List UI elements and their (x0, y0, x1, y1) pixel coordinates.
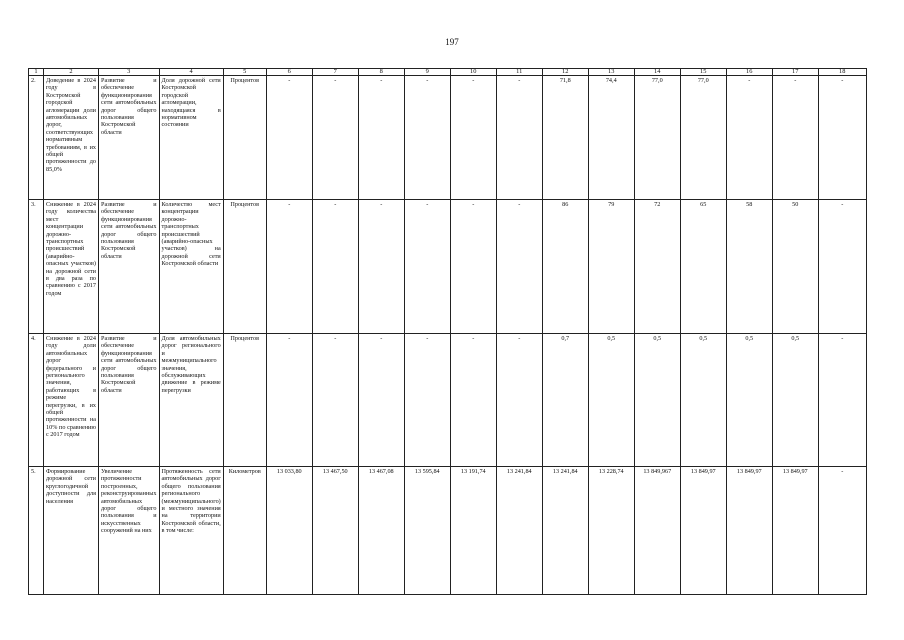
value-cell: 13 595,84 (404, 467, 450, 595)
header-cell: 2 (44, 69, 99, 76)
unit-cell: Процентов (223, 200, 266, 334)
value-cell: 0,5 (588, 334, 634, 467)
value-cell: - (266, 200, 312, 334)
header-cell: 3 (99, 69, 160, 76)
header-cell: 10 (450, 69, 496, 76)
header-cell: 9 (404, 69, 450, 76)
value-cell: 13 849,97 (772, 467, 818, 595)
value-cell: - (358, 334, 404, 467)
header-cell: 8 (358, 69, 404, 76)
header-cell: 15 (680, 69, 726, 76)
header-cell: 13 (588, 69, 634, 76)
value-cell: - (266, 76, 312, 200)
value-cell: 13 228,74 (588, 467, 634, 595)
value-cell: - (358, 76, 404, 200)
header-cell: 18 (818, 69, 866, 76)
value-cell: 13 241,84 (496, 467, 542, 595)
value-cell: - (266, 334, 312, 467)
table-row (29, 200, 867, 334)
value-cell: 13 241,84 (542, 467, 588, 595)
value-cell: - (312, 200, 358, 334)
value-cell: 86 (542, 200, 588, 334)
header-row (29, 69, 867, 76)
value-cell: - (404, 200, 450, 334)
value-cell: 13 467,08 (358, 467, 404, 595)
task-cell: Развитие и обеспечение функционирования сети автомобильных дорог общего пользования Костромской области (99, 76, 160, 200)
value-cell: - (450, 200, 496, 334)
value-cell: 77,0 (634, 76, 680, 200)
value-cell: 58 (726, 200, 772, 334)
value-cell: - (312, 334, 358, 467)
value-cell: - (772, 76, 818, 200)
value-cell: - (358, 200, 404, 334)
row-number-cell: 2. (29, 76, 44, 200)
value-cell: 13 849,97 (680, 467, 726, 595)
header-cell: 7 (312, 69, 358, 76)
value-cell: - (818, 334, 866, 467)
goal-cell: Доведение в 2024 году в Костромской городской агломерации доли автомобильных дорог, соответствующих нормативным требованиям, в их общей протяженности до 85,0% (44, 76, 99, 200)
value-cell: - (818, 200, 866, 334)
value-cell: 0,5 (726, 334, 772, 467)
value-cell: 0,5 (772, 334, 818, 467)
value-cell: - (450, 334, 496, 467)
goal-cell: Снижение в 2024 году количества мест концентрации дорожно-транспортных происшествий (аварийно-опасных участков) на дорожной сети в два раза по сравнению с 2017 годом (44, 200, 99, 334)
task-cell: Развитие и обеспечение функционирования сети автомобильных дорог общего пользования Костромской области (99, 200, 160, 334)
header-cell: 14 (634, 69, 680, 76)
unit-cell: Километров (223, 467, 266, 595)
value-cell: 79 (588, 200, 634, 334)
row-number-cell: 4. (29, 334, 44, 467)
value-cell: - (404, 76, 450, 200)
header-cell: 12 (542, 69, 588, 76)
header-cell: 6 (266, 69, 312, 76)
value-cell: 13 191,74 (450, 467, 496, 595)
value-cell: 74,4 (588, 76, 634, 200)
header-cell: 5 (223, 69, 266, 76)
indicator-cell: Протяженность сети автомобильных дорог общего пользования регионального (межмуниципального) и местного значения на территории Костромской области, в том числе: (159, 467, 223, 595)
table-row (29, 76, 867, 200)
task-cell: Развитие и обеспечение функционирования сети автомобильных дорог общего пользования Костромской области (99, 334, 160, 467)
page-number: 197 (445, 37, 459, 47)
value-cell: 71,8 (542, 76, 588, 200)
value-cell: 13 849,967 (634, 467, 680, 595)
indicators-table (28, 68, 867, 595)
header-cell: 1 (29, 69, 44, 76)
value-cell: 0,7 (542, 334, 588, 467)
goal-cell: Снижение в 2024 году доли автомобильных дорог федерального и регионального значения, работающих в режиме перегрузки, в их общей протяженности на 10% по сравнению с 2017 годом (44, 334, 99, 467)
value-cell: - (726, 76, 772, 200)
table-row (29, 334, 867, 467)
indicator-cell: Количество мест концентрации дорожно-транспортных происшествий (аварийно-опасных участков) на дорожной сети Костромской области (159, 200, 223, 334)
value-cell: 77,0 (680, 76, 726, 200)
value-cell: 72 (634, 200, 680, 334)
value-cell: - (450, 76, 496, 200)
table-row (29, 467, 867, 595)
header-cell: 16 (726, 69, 772, 76)
value-cell: 13 467,50 (312, 467, 358, 595)
header-cell: 11 (496, 69, 542, 76)
indicator-cell: Доля автомобильных дорог регионального и межмуниципального значения, обслуживающих движение в режиме перегрузки (159, 334, 223, 467)
value-cell: 13 033,80 (266, 467, 312, 595)
value-cell: - (496, 334, 542, 467)
value-cell: 50 (772, 200, 818, 334)
value-cell: - (496, 200, 542, 334)
value-cell: 0,5 (680, 334, 726, 467)
task-cell: Увеличение протяженности построенных, реконструированных автомобильных дорог общего пользования и искусственных сооружений на них (99, 467, 160, 595)
indicator-cell: Доля дорожной сети Костромской городской агломерации, находящаяся в нормативном состоянии (159, 76, 223, 200)
value-cell: - (818, 467, 866, 595)
value-cell: 65 (680, 200, 726, 334)
value-cell: 0,5 (634, 334, 680, 467)
header-cell: 17 (772, 69, 818, 76)
value-cell: 13 849,97 (726, 467, 772, 595)
row-number-cell: 3. (29, 200, 44, 334)
goal-cell: Формирование дорожной сети круглогодичной доступности для населения (44, 467, 99, 595)
row-number-cell: 5. (29, 467, 44, 595)
header-cell: 4 (159, 69, 223, 76)
value-cell: - (818, 76, 866, 200)
value-cell: - (312, 76, 358, 200)
value-cell: - (404, 334, 450, 467)
value-cell: - (496, 76, 542, 200)
unit-cell: Процентов (223, 334, 266, 467)
unit-cell: Процентов (223, 76, 266, 200)
